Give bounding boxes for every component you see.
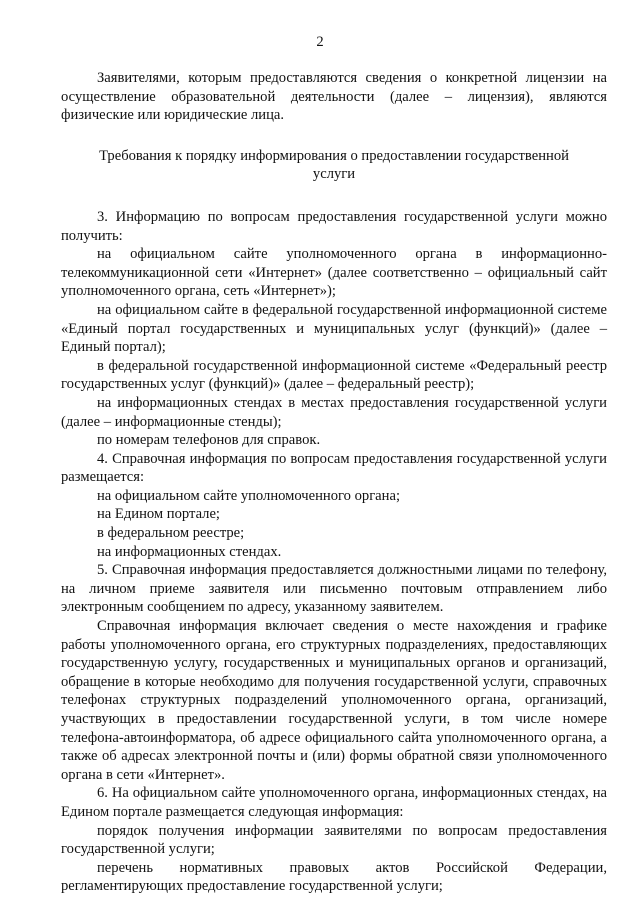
list-item-info-procedure: порядок получения информации заявителями по вопросам предоставления государственной услуги; [61, 822, 607, 858]
list-item-federal-registry: в федеральном реестре; [97, 525, 245, 542]
paragraph-federal-registry: в федеральной государственной информационной системе «Федеральный реестр государственных услуг (функций)» (далее – федеральный реестр); [61, 357, 607, 393]
list-item-official-site: на официальном сайте уполномоченного органа; [97, 487, 400, 504]
list-item-info-stands: на информационных стендах. [97, 543, 282, 560]
paragraph-official-site: на официальном сайте уполномоченного органа в информационно-телекоммуникационной сети «Интернет» (далее соответственно – официальный сайт уполномоченного органа, сеть «Интернет»); [61, 246, 607, 300]
paragraph-phones: по номерам телефонов для справок. [97, 432, 321, 449]
paragraph-5: 5. Справочная информация предоставляется должностными лицами по телефону, на личном приеме заявителя или письменно почтовым отправлением либо электронным сообщением по адресу, указанному заявителем. [61, 562, 607, 616]
section-heading: Требования к порядку информирования о предоставлении государственной услуги [99, 147, 569, 183]
list-item-legal-acts: перечень нормативных правовых актов Российской Федерации, регламентирующих предоставление государственной услуги; [61, 859, 607, 895]
document-body [61, 69, 607, 896]
paragraph-3: 3. Информацию по вопросам предоставления государственной услуги можно получить: [61, 208, 607, 244]
paragraph-4: 4. Справочная информация по вопросам предоставления государственной услуги размещается: [61, 450, 607, 486]
paragraph-info-stands: на информационных стендах в местах предоставления государственной услуги (далее – информационные стенды); [61, 394, 607, 430]
paragraph-6: 6. На официальном сайте уполномоченного органа, информационных стендах, на Едином портале размещается следующая информация: [61, 785, 607, 820]
paragraph-applicants: Заявителями, которым предоставляются сведения о конкретной лицензии на осуществление образовательной деятельности (далее – лицензия), являются физические или юридические лица. [61, 70, 607, 124]
list-item-single-portal: на Едином портале; [97, 506, 220, 523]
paragraph-reference-info: Справочная информация включает сведения о месте нахождения и графике работы уполномоченного органа, его структурных подразделениях, предоставляющих государственную услугу, государственных и муниципальных органов и организаций, обращение в которые необходимо для получения государственной услуги, справочных телефонах структурных подразделений уполномоченного органа, организаций, участвующих в предоставлении государственной услуги, в том числе номере телефона-автоинформатора, об адресе официального сайта уполномоченного органа, а также об адресах электронной почты и (или) формы обратной связи уполномоченного органа в сети «Интернет». [61, 618, 607, 783]
page-number: 2 [316, 34, 324, 50]
paragraph-single-portal: на официальном сайте в федеральной государственной информационной системе «Единый портал государственных и муниципальных услуг (функций)» (далее – Единый портал); [61, 301, 607, 356]
